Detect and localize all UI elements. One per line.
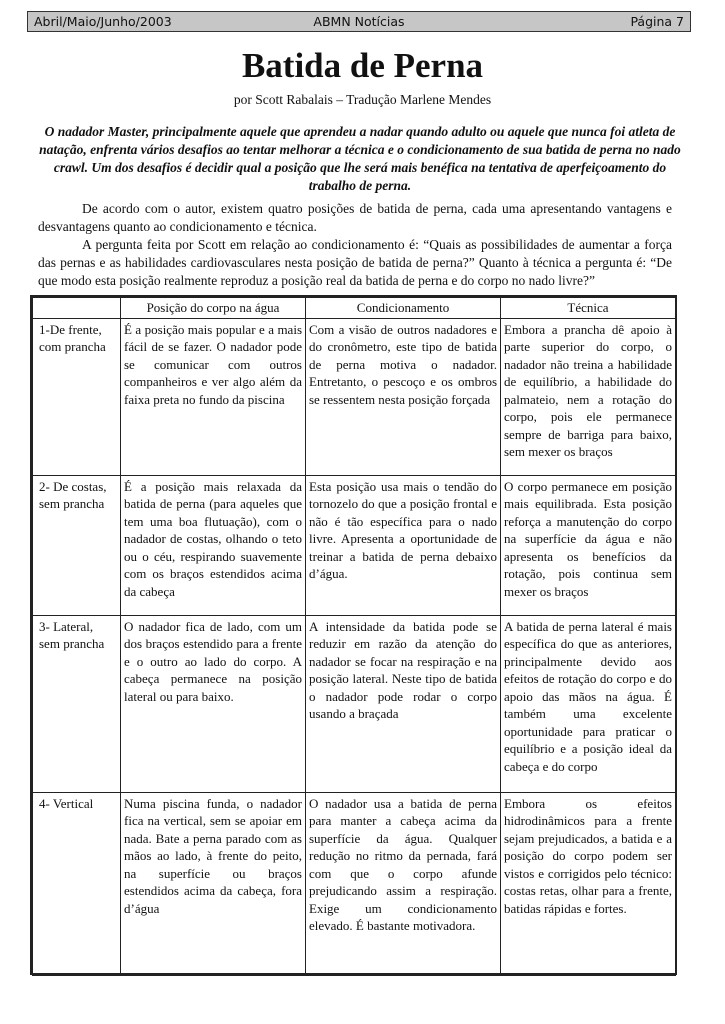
paragraph-1-text: De acordo com o autor, existem quatro posições de batida de perna, cada uma apresentando vantagens e desvantagens quanto ao condicionamento e técnica. <box>38 201 672 234</box>
table-row <box>33 615 676 792</box>
table-row <box>33 318 676 475</box>
cell-condicionamento: O nadador usa a batida de perna para manter a cabeça acima da superfície da água. Qualquer redução no ritmo da pernada, fará com que o corpo afunde prejudicando assim a respiração. Exige um condicionamento elevado. É bastante motivadora. <box>306 792 501 975</box>
cell-posicao: O nadador fica de lado, com um dos braços estendido para a frente e o outro ao lado do corpo. A cabeça permanece na posição lateral ou para baixo. <box>121 615 306 792</box>
kick-positions-table <box>30 295 677 975</box>
paragraph-1 <box>38 200 672 236</box>
table-row <box>33 792 676 975</box>
table-row <box>33 475 676 615</box>
cell-condicionamento: A intensidade da batida pode se reduzir em razão da atenção do nadador se focar na respiração e na posição lateral. Neste tipo de batida o nadador pode rodar o corpo usando a braçada <box>306 615 501 792</box>
cell-tecnica: Embora a prancha dê apoio à parte superior do corpo, o nadador não treina a habilidade de equilíbrio, a habilidade do palmateio, nem a rotação do corpo, pois ele permanece sempre de barriga para baixo, sem mexer os braços <box>501 318 676 475</box>
cell-tecnica: Embora os efeitos hidrodinâmicos para a frente sejam prejudicados, a batida e a posição do corpo podem ser vistos e corrigidos pelo técnico: costas retas, olhar para a frente, batidas rápidas e fortes. <box>501 792 676 975</box>
header-condicionamento: Condicionamento <box>306 298 501 319</box>
row-label: 1-De frente, com prancha <box>33 318 121 475</box>
article-title: Batida de Perna <box>241 46 484 85</box>
cell-tecnica: A batida de perna lateral é mais específica do que as anteriores, principalmente devido aos efeitos de rotação do corpo e do apoio das mãos na água. É também uma excelente oportunidade para praticar o equilíbrio e a posição ideal da cabeça e do corpo <box>501 615 676 792</box>
cell-posicao: É a posição mais relaxada da batida de perna (para aqueles que tem uma boa flutuação), com o nadador de costas, olhando o teto ou o céu, respirando suavemente com os braços estendidos acima da cabeça <box>121 475 306 615</box>
header-empty <box>33 298 121 319</box>
cell-tecnica: O corpo permanece em posição mais equilibrada. Esta posição reforça a manutenção do corpo na superfície da água e não apresenta os benefícios da rotação, pois continua sem mexer os braços <box>501 475 676 615</box>
article-byline: por Scott Rabalais – Tradução Marlene Mendes <box>233 92 492 107</box>
paragraph-2 <box>38 236 672 290</box>
header-tecnica: Técnica <box>501 298 676 319</box>
cell-posicao: Numa piscina funda, o nadador fica na vertical, sem se apoiar em nada. Bate a perna parado com as mãos ao lado, à frente do peito, na superfície ou braços estendidos acima da cabeça, fora d’água <box>121 792 306 975</box>
row-label: 2- De costas, sem prancha <box>33 475 121 615</box>
page-number: Página 7 <box>630 14 684 29</box>
row-label: 4- Vertical <box>33 792 121 975</box>
header-posicao: Posição do corpo na água <box>121 298 306 319</box>
row-label: 3- Lateral, sem prancha <box>33 615 121 792</box>
cell-posicao: É a posição mais popular e a mais fácil de se fazer. O nadador pode se comunicar com outros companheiros e ver algo além da faixa preta no fundo da piscina <box>121 318 306 475</box>
publication-name: ABMN Notícias <box>313 14 405 29</box>
article-intro: O nadador Master, principalmente aquele que aprendeu a nadar quando adulto ou aquele que nunca foi atleta de natação, enfrenta vários desafios ao tentar melhorar a técnica e o condicionamento de sua batida de perna no nado crawl. Um dos desafios é decidir qual a posição que lhe será mais benéfica na tentativa de aperfeiçoamento do trabalho de perna. <box>39 124 681 193</box>
page-header-bar <box>27 11 691 32</box>
issue-date: Abril/Maio/Junho/2003 <box>34 14 172 29</box>
cell-condicionamento: Esta posição usa mais o tendão do tornozelo do que a posição frontal e não é tão específica para o nado livre. Apresenta a oportunidade de treinar a batida de perna debaixo d’água. <box>306 475 501 615</box>
paragraph-2-text: A pergunta feita por Scott em relação ao condicionamento é: “Quais as possibilidades de aumentar a força das pernas e as habilidades cardiovasculares nesta posição de batida de perna?” Quanto à técnica a pergunta é: “De que modo esta posição realmente reproduz a posição real da batida de perna e do corpo no nado livre?” <box>38 237 672 288</box>
cell-condicionamento: Com a visão de outros nadadores e do cronômetro, este tipo de batida de perna motiva o nadador. Entretanto, o pescoço e os ombros se ressentem nesta posição forçada <box>306 318 501 475</box>
